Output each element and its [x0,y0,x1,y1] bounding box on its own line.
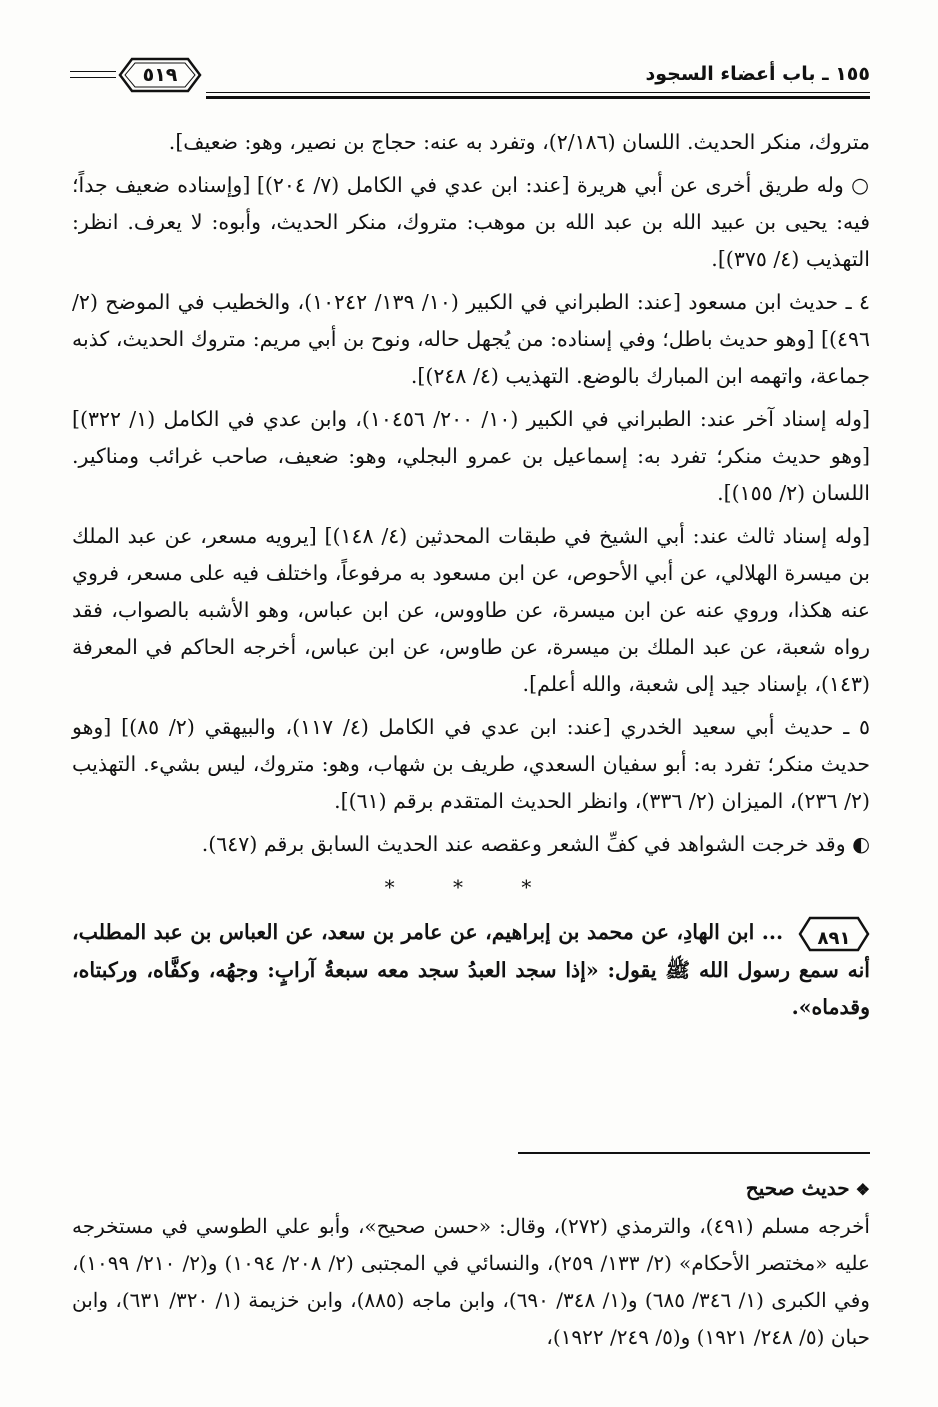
hadith-number-badge [798,916,870,952]
page-header [70,55,870,105]
footnote-text: أخرجه مسلم (٤٩١)، والترمذي (٢٧٢)، وقال: «حسن صحيح»، وأبو علي الطوسي في مستخرجه عليه «مختصر الأحكام» (٢/ ١٣٣/ ٢٥٩)، والنسائي في المجتبى (٢/ ٢٠٨/ ١٠٩٤) و(٢/ ٢١٠/ ١٠٩٩)، وفي الكبرى (١/ ٣٤٦/ ٦٨٥) و(١/ ٣٤٨/ ٦٩٠)، وابن ماجه (٨٨٥)، وابن خزيمة (١/ ٣٢٠/ ٦٣١)، وابن حبان (٥/ ٢٤٨/ ١٩٢١) و(٥/ ٢٤٩/ ١٩٢٢)، [72,1214,870,1349]
paragraph: ٥ ـ حديث أبي سعيد الخدري [عند: ابن عدي في الكامل (٤/ ١١٧)، والبيهقي (٢/ ٨٥)] [وهو حديث منكر؛ تفرد به: أبو سفيان السعدي، طريف بن شهاب، وهو: متروك، ليس بشيء. التهذيب (٢/ ٢٣٦)، الميزان (٢/ ٣٣٦)، وانظر الحديث المتقدم برقم (٦١)]. [72,715,871,813]
paragraph: متروك، منكر الحديث. اللسان (٢/١٨٦)، وتفرد به عنه: حجاج بن نصير، وهو: ضعيف]. [168,130,870,154]
hadith-paragraph [72,914,870,1026]
page-number: ٥١٩ [142,64,178,86]
header-rule [70,71,116,72]
footnote-divider [518,1152,870,1154]
page-number-badge [118,57,202,93]
section-separator: * * * [384,875,558,899]
bookmark-icon: ❖ [855,1180,870,1199]
chapter-title: ١٥٥ ـ باب أعضاء السجود [645,63,870,85]
paragraph: ○ وله طريق أخرى عن أبي هريرة [عند: ابن عدي في الكامل (٧/ ٢٠٤)] [وإسناده ضعيف جداً؛ فيه: يحيى بن عبيد الله بن عبد الله بن موهب: متروك، منكر الحديث، وأبوه: لا يعرف. انظر: التهذيب (٤/ ٣٧٥)]. [72,173,870,271]
header-rule [70,77,116,78]
main-text [72,124,870,1032]
paragraph: [وله إسناد آخر عند: الطبراني في الكبير (١٠/ ٢٠٠/ ١٠٤٥٦)، وابن عدي في الكامل (١/ ٣٢٢)] [وهو حديث منكر؛ تفرد به: إسماعيل بن عمرو البجلي، وهو: ضعيف، صاحب غرائب ومناكير. اللسان (٢/ ١٥٥)]. [72,407,870,505]
footnote-heading [72,1170,870,1208]
footnote [72,1170,870,1356]
paragraph: ◐ وقد خرجت الشواهد في كفِّ الشعر وعقصه عند الحديث السابق برقم (٦٤٧). [201,832,870,856]
paragraph: ٤ ـ حديث ابن مسعود [عند: الطبراني في الكبير (١٠/ ١٣٩/ ١٠٢٤٢)، والخطيب في الموضح (٢/ ٤٩٦)] [وهو حديث باطل؛ وفي إسناده: من يُجهل حاله، ونوح بن أبي مريم: متروك الحديث، كذبه جماعة، واتهمه ابن المبارك بالوضع. التهذيب (٤/ ٢٤٨)]. [72,290,870,388]
header-rule [206,96,870,99]
footnote-heading-text: حديث صحيح [745,1176,850,1200]
hadith-text: ... ابن الهادِ، عن محمد بن إبراهيم، عن عامر بن سعد، عن العباس بن عبد المطلب، أنه سمع رسول الله ﷺ يقول: «إذا سجد العبدُ سجد معه سبعةُ آرابٍ: وجهُه، وكفَّاه، وركبتاه، وقدماه». [72,920,870,1019]
header-rule [206,92,870,93]
paragraph: [وله إسناد ثالث عند: أبي الشيخ في طبقات المحدثين (٤/ ١٤٨)] [يرويه مسعر، عن عبد الملك بن ميسرة الهلالي، عن أبي الأحوص، عن ابن مسعود به مرفوعاً، واختلف فيه على مسعر، فروي عنه هكذا، وروي عنه عن ابن ميسرة، عن طاووس، عن ابن عباس، وهو الأشبه بالصواب، فقد رواه شعبة، عن عبد الملك بن ميسرة، عن طاوس، عن ابن عباس، أخرجه الحاكم في المعرفة (١٤٣)، بإسناد جيد إلى شعبة، والله أعلم]. [72,524,870,696]
hadith-number: ٨٩١ [817,927,851,949]
